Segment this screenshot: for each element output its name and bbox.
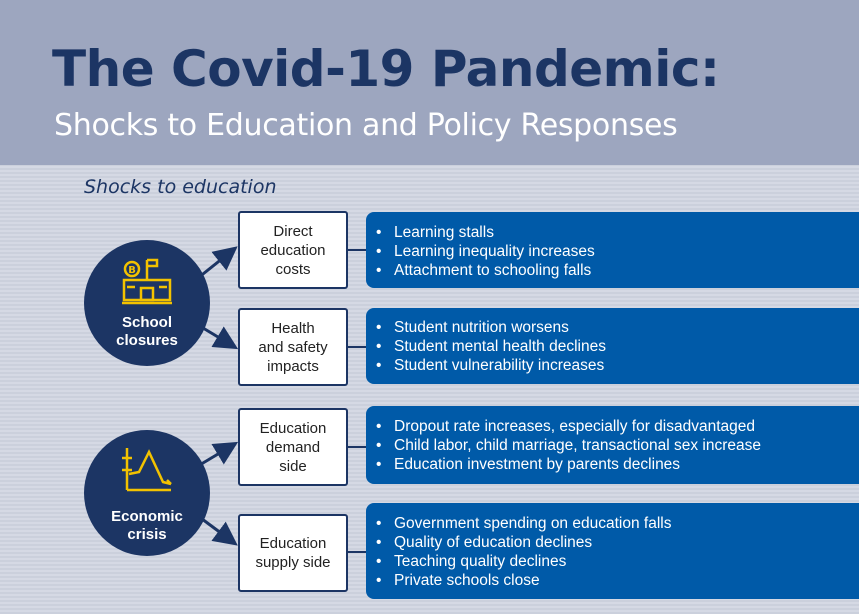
effect-box-education-demand-side [238, 408, 348, 486]
bullet-dot: • [376, 418, 382, 435]
cause-label-line: closures [116, 332, 178, 349]
economic-decline-chart-icon [121, 444, 173, 496]
impact-text: Government spending on education falls [394, 515, 672, 532]
bullet-dot: • [376, 319, 382, 336]
economic-crisis-label [84, 508, 210, 544]
school-closures-label [84, 314, 210, 350]
impact-item [376, 533, 859, 552]
impact-text: Student vulnerability increases [394, 357, 605, 374]
impact-text: Learning inequality increases [394, 243, 595, 260]
bullet-dot: • [376, 456, 382, 473]
effect-box-line: side [279, 457, 307, 475]
effect-box-direct-education-costs [238, 211, 348, 289]
effect-box-line: Education [259, 535, 327, 552]
impact-item [376, 261, 859, 280]
impact-panel-health-safety [366, 308, 859, 384]
impact-list [366, 503, 859, 590]
effect-box-line: education [260, 241, 326, 259]
page-title: The Covid-19 Pandemic: [52, 40, 720, 98]
effect-box-line: supply side [255, 554, 331, 571]
impact-panel-supply-side [366, 503, 859, 599]
effect-box-line: Health [271, 319, 315, 337]
impact-item [376, 242, 859, 261]
bullet-dot: • [376, 572, 382, 589]
effect-box-line: and safety [258, 338, 328, 356]
connector-line [346, 446, 368, 448]
bullet-dot: • [376, 357, 382, 374]
impact-text: Dropout rate increases, especially for disadvantaged [394, 418, 756, 435]
impact-item [376, 337, 859, 356]
impact-text: Learning stalls [394, 224, 494, 241]
cause-label-line: Economic [111, 508, 183, 525]
page-subtitle: Shocks to Education and Policy Responses [54, 108, 678, 143]
effect-box-line: Direct [273, 222, 313, 240]
impact-item [376, 356, 859, 375]
effect-box-line: demand [265, 438, 321, 456]
impact-list [366, 212, 859, 280]
bullet-dot: • [376, 553, 382, 570]
impact-item [376, 417, 859, 436]
impact-item [376, 455, 859, 474]
impact-text: Student mental health declines [394, 338, 606, 355]
impact-list [366, 308, 859, 375]
impact-text: Student nutrition worsens [394, 319, 569, 336]
impact-text: Attachment to schooling falls [394, 262, 592, 279]
impact-item [376, 514, 859, 533]
effect-box-line: impacts [267, 357, 319, 375]
impact-text: Quality of education declines [394, 534, 593, 551]
impact-item [376, 318, 859, 337]
effect-box-health-safety-impacts [238, 308, 348, 386]
impact-text: Teaching quality declines [394, 553, 567, 570]
svg-text:B: B [128, 265, 136, 276]
effect-box-education-supply-side [238, 514, 348, 592]
section-label: Shocks to education [84, 176, 277, 198]
economic-crisis-circle [84, 430, 210, 556]
connector-line [346, 346, 368, 348]
bullet-dot: • [376, 262, 382, 279]
impact-text: Child labor, child marriage, transactional sex increase [394, 437, 762, 454]
impact-panel-demand-side [366, 406, 859, 484]
impact-list [366, 406, 859, 474]
bullet-dot: • [376, 243, 382, 260]
bullet-dot: • [376, 437, 382, 454]
school-building-icon [121, 254, 173, 306]
cause-label-line: School [121, 314, 172, 331]
impact-item [376, 223, 859, 242]
bullet-dot: • [376, 534, 382, 551]
bullet-dot: • [376, 224, 382, 241]
impact-item [376, 436, 859, 455]
effect-box-line: Education [259, 419, 327, 437]
impact-item [376, 552, 859, 571]
connector-line [346, 551, 368, 553]
bullet-dot: • [376, 338, 382, 355]
impact-text: Education investment by parents declines [394, 456, 681, 473]
arrow-economic-to-demand-side [198, 445, 233, 466]
school-closures-circle [84, 240, 210, 366]
impact-text: Private schools close [394, 572, 540, 589]
effect-box-line: costs [275, 260, 311, 278]
connector-line [346, 249, 368, 251]
impact-panel-direct-costs [366, 212, 859, 288]
cause-label-line: crisis [127, 526, 167, 543]
bullet-dot: • [376, 515, 382, 532]
impact-item [376, 571, 859, 590]
